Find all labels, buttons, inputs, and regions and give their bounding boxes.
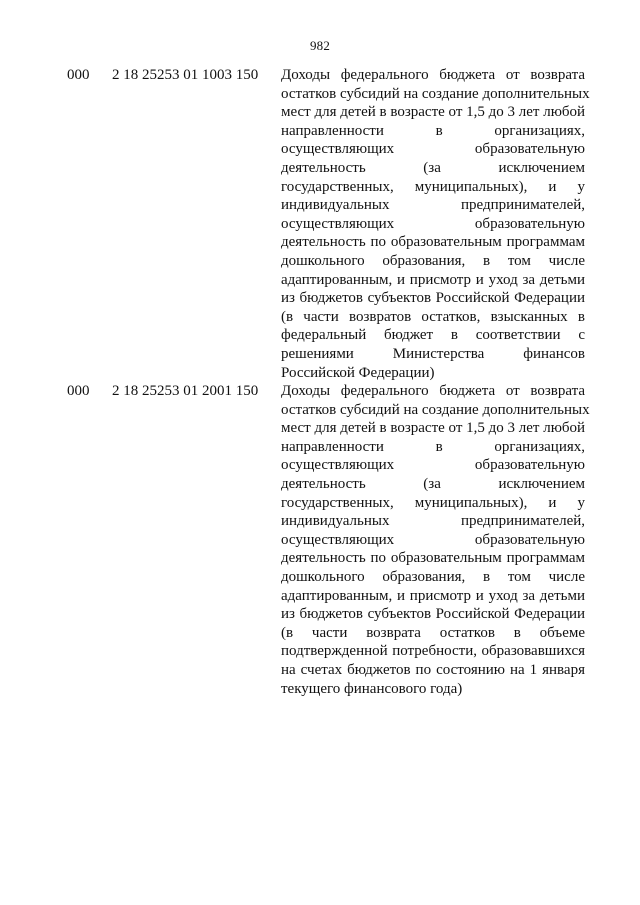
description-line: деятельность по образовательным программам	[281, 234, 585, 251]
revenue-code-list	[0, 66, 640, 698]
description-line: Доходы федерального бюджета от возврата	[281, 383, 585, 400]
revenue-entry	[0, 66, 640, 382]
description-line: индивидуальных предпринимателей,	[281, 513, 585, 530]
page-number: 982	[309, 38, 331, 53]
description-line: федеральный бюджет в соответствии с	[281, 327, 585, 344]
description-line: дошкольного образования, в том числе	[281, 569, 585, 586]
description-line: деятельность по образовательным программам	[281, 550, 585, 567]
description-line: остатков субсидий на создание дополнительных	[281, 401, 590, 418]
description-line: осуществляющих образовательную	[281, 141, 585, 158]
description-line: мест для детей в возрасте от 1,5 до 3 лет любой	[281, 104, 586, 121]
admin-code: 000	[67, 383, 90, 400]
description-line: осуществляющих образовательную	[281, 457, 585, 474]
description-line: из бюджетов субъектов Российской Федерации	[281, 290, 585, 307]
description-line: адаптированным, и присмотр и уход за детьми	[281, 587, 585, 604]
description-line: (в части возврата остатков в объеме	[281, 624, 585, 641]
description-line: на счетах бюджетов по состоянию на 1 января	[281, 662, 585, 678]
description-line: деятельность (за исключением	[281, 159, 585, 176]
description-line: осуществляющих образовательную	[281, 215, 585, 232]
description-line: направленности в организациях,	[281, 122, 585, 139]
admin-code: 000	[67, 67, 90, 83]
description-line: Доходы федерального бюджета от возврата	[281, 67, 585, 83]
description-line: адаптированным, и присмотр и уход за детьми	[281, 271, 585, 288]
budget-classification-code: 2 18 25253 01 2001 150	[112, 383, 259, 400]
description-line: мест для детей в возрасте от 1,5 до 3 лет любой	[281, 420, 586, 437]
description-line: из бюджетов субъектов Российской Федерации	[281, 606, 585, 623]
description-line: осуществляющих образовательную	[281, 531, 585, 548]
description-line: Российской Федерации)	[281, 364, 435, 381]
description-line: дошкольного образования, в том числе	[281, 252, 585, 269]
description-line: индивидуальных предпринимателей,	[281, 197, 585, 214]
description-line: государственных, муниципальных), и у	[281, 494, 585, 511]
revenue-entry	[0, 382, 640, 698]
budget-classification-code: 2 18 25253 01 1003 150	[112, 67, 259, 83]
description-line: остатков субсидий на создание дополнительных	[281, 85, 590, 102]
description-line: (в части возвратов остатков, взысканных в	[281, 308, 585, 325]
description-line: деятельность (за исключением	[281, 476, 585, 493]
description-line: направленности в организациях,	[281, 438, 585, 455]
description-line: государственных, муниципальных), и у	[281, 178, 585, 195]
description-line: подтвержденной потребности, образовавшихся	[281, 643, 585, 660]
description-line: решениями Министерства финансов	[281, 345, 585, 362]
revenue-description	[281, 382, 590, 698]
revenue-description	[281, 66, 590, 382]
description-line: текущего финансового года)	[281, 680, 463, 697]
